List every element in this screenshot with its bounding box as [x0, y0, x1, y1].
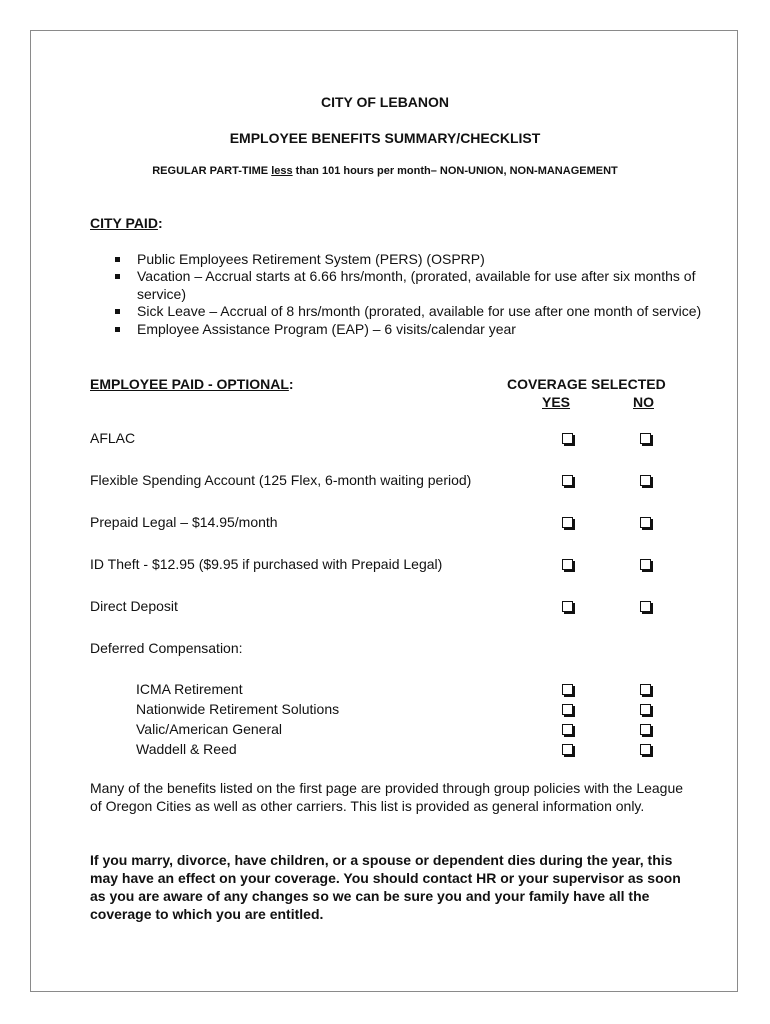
list-item: [115, 251, 715, 268]
yes-checkbox[interactable]: [562, 601, 573, 612]
option-flexible-spending: Flexible Spending Account (125 Flex, 6-month waiting period): [90, 472, 472, 488]
yes-column-label: YES: [542, 394, 571, 410]
employee-paid-heading-text: EMPLOYEE PAID - OPTIONAL: [90, 376, 289, 392]
org-title: CITY OF LEBANON: [320, 94, 450, 110]
deferred-option-waddell: Waddell & Reed: [136, 741, 237, 757]
yes-checkbox[interactable]: [562, 704, 573, 715]
no-checkbox[interactable]: [640, 704, 651, 715]
deferred-compensation-label: Deferred Compensation:: [90, 640, 243, 656]
list-item-text: Public Employees Retirement System (PERS) (OSPRP): [137, 251, 485, 267]
employee-paid-heading: [90, 376, 294, 392]
coverage-selected-label: COVERAGE SELECTED: [507, 376, 666, 392]
city-paid-heading-text: CITY PAID: [90, 215, 158, 231]
employee-paid-colon: :: [288, 376, 294, 392]
option-id-theft: ID Theft - $12.95 ($9.95 if purchased with Prepaid Legal): [90, 556, 443, 572]
city-paid-list: [115, 251, 715, 338]
yes-checkbox[interactable]: [562, 744, 573, 755]
city-paid-heading: [90, 215, 163, 231]
document-subtitle: [0, 165, 770, 177]
option-direct-deposit: Direct Deposit: [90, 598, 178, 614]
no-checkbox[interactable]: [640, 475, 651, 486]
list-item-text: Vacation – Accrual starts at 6.66 hrs/month, (prorated, available for use after six months of service): [137, 268, 696, 302]
no-checkbox[interactable]: [640, 559, 651, 570]
list-item: [115, 268, 715, 303]
no-checkbox[interactable]: [640, 517, 651, 528]
bullet-icon: [115, 327, 120, 332]
no-checkbox[interactable]: [640, 684, 651, 695]
deferred-option-nationwide: Nationwide Retirement Solutions: [136, 701, 340, 717]
no-checkbox[interactable]: [640, 724, 651, 735]
list-item-text: Sick Leave – Accrual of 8 hrs/month (prorated, available for use after one month of service): [137, 303, 702, 320]
subtitle-pre: REGULAR PART-TIME: [152, 165, 272, 177]
city-paid-colon: :: [157, 215, 163, 231]
general-information-note: Many of the benefits listed on the first page are provided through group policies with the League of Oregon Cities as well as other carriers. This list is provided as general information only.: [90, 780, 684, 814]
bullet-icon: [115, 257, 120, 262]
bullet-icon: [115, 309, 120, 314]
document-title: EMPLOYEE BENEFITS SUMMARY/CHECKLIST: [229, 130, 541, 146]
list-item: [115, 303, 715, 320]
deferred-option-icma: ICMA Retirement: [136, 681, 243, 697]
yes-checkbox[interactable]: [562, 433, 573, 444]
bullet-icon: [115, 274, 120, 279]
yes-checkbox[interactable]: [562, 684, 573, 695]
no-checkbox[interactable]: [640, 601, 651, 612]
deferred-option-valic: Valic/American General: [136, 721, 283, 737]
no-checkbox[interactable]: [640, 744, 651, 755]
no-column-label: NO: [633, 394, 654, 410]
list-item: [115, 321, 715, 338]
subtitle-underlined: less: [271, 165, 293, 177]
no-checkbox[interactable]: [640, 433, 651, 444]
option-aflac: AFLAC: [90, 430, 136, 446]
option-prepaid-legal: Prepaid Legal – $14.95/month: [90, 514, 278, 530]
subtitle-post: than 101 hours per month– NON-UNION, NON-MANAGEMENT: [292, 165, 618, 177]
yes-checkbox[interactable]: [562, 559, 573, 570]
yes-checkbox[interactable]: [562, 517, 573, 528]
yes-checkbox[interactable]: [562, 475, 573, 486]
yes-checkbox[interactable]: [562, 724, 573, 735]
list-item-text: Employee Assistance Program (EAP) – 6 visits/calendar year: [137, 320, 516, 337]
coverage-change-notice: If you marry, divorce, have children, or a spouse or dependent dies during the year, this may have an effect on your coverage. You should contact HR or your supervisor as soon as you are aware of any changes so we can be sure you and your family have all the coverage to which you are entitled.: [90, 852, 681, 922]
